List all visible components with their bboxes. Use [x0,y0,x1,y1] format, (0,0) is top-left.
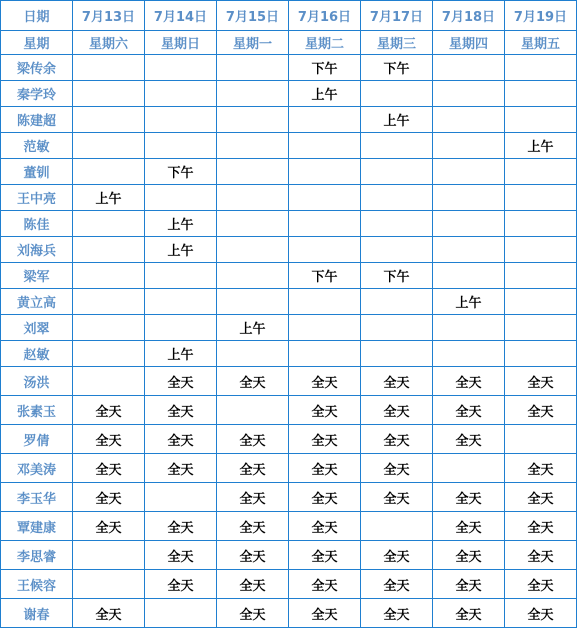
schedule-cell [433,341,505,367]
schedule-cell: 全天 [289,367,361,396]
schedule-cell: 全天 [289,454,361,483]
schedule-cell [289,289,361,315]
schedule-cell [505,237,577,263]
table-row [1,570,577,599]
schedule-cell: 全天 [433,483,505,512]
schedule-cell [73,133,145,159]
schedule-cell [73,55,145,81]
schedule-cell: 全天 [217,599,289,628]
schedule-cell [505,81,577,107]
schedule-cell [73,159,145,185]
schedule-cell [217,237,289,263]
schedule-cell [145,185,217,211]
schedule-cell: 上午 [145,211,217,237]
table-row [1,315,577,341]
schedule-cell: 全天 [361,483,433,512]
schedule-cell [505,315,577,341]
schedule-cell [73,211,145,237]
schedule-cell [505,185,577,211]
table-row [1,483,577,512]
schedule-cell: 全天 [217,512,289,541]
schedule-cell: 上午 [505,133,577,159]
schedule-cell: 下午 [361,263,433,289]
schedule-cell [145,81,217,107]
schedule-cell: 全天 [505,541,577,570]
table-row [1,55,577,81]
table-row [1,133,577,159]
schedule-cell: 全天 [433,367,505,396]
date-header-row [1,1,577,31]
date-header: 7月15日 [217,1,289,31]
table-row [1,341,577,367]
schedule-cell: 全天 [361,396,433,425]
schedule-cell: 上午 [217,315,289,341]
schedule-cell: 全天 [217,367,289,396]
schedule-cell [217,211,289,237]
schedule-cell: 全天 [433,599,505,628]
person-name: 刘翠 [1,315,73,341]
schedule-cell: 全天 [145,454,217,483]
person-name: 梁军 [1,263,73,289]
schedule-cell [73,263,145,289]
weekday-header: 星期一 [217,31,289,55]
person-name: 罗倩 [1,425,73,454]
table-row [1,159,577,185]
schedule-cell [217,289,289,315]
schedule-cell [433,81,505,107]
schedule-cell: 下午 [289,55,361,81]
schedule-cell [73,315,145,341]
person-name: 覃建康 [1,512,73,541]
schedule-cell: 全天 [289,425,361,454]
schedule-cell [361,341,433,367]
schedule-cell: 全天 [361,570,433,599]
person-name: 王中亮 [1,185,73,211]
schedule-cell [289,315,361,341]
schedule-cell: 全天 [73,454,145,483]
schedule-cell: 全天 [505,599,577,628]
schedule-cell [217,107,289,133]
schedule-cell [433,454,505,483]
schedule-cell: 上午 [145,237,217,263]
schedule-cell: 下午 [289,263,361,289]
schedule-cell [145,107,217,133]
schedule-cell [73,570,145,599]
schedule-cell [361,315,433,341]
schedule-cell [217,341,289,367]
schedule-cell: 全天 [145,396,217,425]
schedule-cell [217,396,289,425]
schedule-cell: 全天 [217,483,289,512]
schedule-cell [73,237,145,263]
schedule-cell: 全天 [361,599,433,628]
person-name: 梁传余 [1,55,73,81]
date-header: 7月13日 [73,1,145,31]
schedule-cell [361,185,433,211]
schedule-cell [433,107,505,133]
schedule-cell: 下午 [361,55,433,81]
schedule-cell: 上午 [289,81,361,107]
schedule-cell: 全天 [361,425,433,454]
schedule-cell: 全天 [145,367,217,396]
table-row [1,541,577,570]
table-row [1,211,577,237]
schedule-cell [505,107,577,133]
weekday-header-row [1,31,577,55]
schedule-cell [505,289,577,315]
schedule-cell [289,107,361,133]
schedule-cell [217,185,289,211]
table-row [1,599,577,628]
schedule-cell: 全天 [361,541,433,570]
schedule-cell [361,237,433,263]
date-header: 7月18日 [433,1,505,31]
schedule-cell [433,211,505,237]
schedule-cell [433,159,505,185]
weekday-header: 星期五 [505,31,577,55]
schedule-cell [433,237,505,263]
weekday-label: 星期 [1,31,73,55]
person-name: 邓美涛 [1,454,73,483]
schedule-cell [505,159,577,185]
schedule-cell [145,289,217,315]
schedule-cell: 全天 [289,541,361,570]
schedule-cell [145,483,217,512]
person-name: 刘海兵 [1,237,73,263]
schedule-cell: 全天 [361,367,433,396]
person-name: 陈佳 [1,211,73,237]
schedule-cell: 全天 [73,396,145,425]
date-header: 7月16日 [289,1,361,31]
schedule-cell [361,211,433,237]
person-name: 赵敏 [1,341,73,367]
schedule-cell [217,55,289,81]
table-row [1,81,577,107]
person-name: 李玉华 [1,483,73,512]
schedule-cell: 全天 [289,512,361,541]
table-row [1,396,577,425]
person-name: 张素玉 [1,396,73,425]
schedule-cell [73,341,145,367]
schedule-cell: 全天 [505,483,577,512]
schedule-cell [505,263,577,289]
schedule-cell [145,55,217,81]
person-name: 李思睿 [1,541,73,570]
schedule-cell [217,81,289,107]
schedule-cell [217,263,289,289]
schedule-cell: 全天 [433,570,505,599]
person-name: 陈建超 [1,107,73,133]
date-header: 7月19日 [505,1,577,31]
schedule-cell [433,185,505,211]
schedule-cell [361,512,433,541]
weekday-header: 星期三 [361,31,433,55]
schedule-cell: 全天 [505,454,577,483]
weekday-header: 星期日 [145,31,217,55]
schedule-cell [505,341,577,367]
schedule-cell: 全天 [73,483,145,512]
schedule-cell: 下午 [145,159,217,185]
schedule-cell [433,263,505,289]
schedule-cell [361,289,433,315]
schedule-cell [361,159,433,185]
weekday-header: 星期四 [433,31,505,55]
table-row [1,185,577,211]
schedule-cell: 全天 [217,541,289,570]
table-row [1,107,577,133]
schedule-cell: 全天 [145,570,217,599]
schedule-cell [505,425,577,454]
schedule-cell: 全天 [145,541,217,570]
schedule-cell: 全天 [217,425,289,454]
schedule-cell [145,599,217,628]
schedule-cell [145,263,217,289]
table-row [1,237,577,263]
schedule-cell: 全天 [505,367,577,396]
schedule-cell: 全天 [73,512,145,541]
schedule-cell: 全天 [433,512,505,541]
date-header: 7月14日 [145,1,217,31]
date-label: 日期 [1,1,73,31]
schedule-cell: 全天 [145,512,217,541]
schedule-cell: 全天 [289,483,361,512]
person-name: 范敏 [1,133,73,159]
schedule-cell: 全天 [361,454,433,483]
schedule-cell: 全天 [217,454,289,483]
schedule-cell [289,133,361,159]
person-name: 谢春 [1,599,73,628]
table-row [1,425,577,454]
schedule-cell [145,315,217,341]
schedule-cell [433,55,505,81]
schedule-cell: 全天 [289,599,361,628]
person-name: 黄立高 [1,289,73,315]
schedule-cell: 上午 [73,185,145,211]
schedule-cell: 全天 [505,512,577,541]
date-header: 7月17日 [361,1,433,31]
schedule-cell: 全天 [505,570,577,599]
schedule-cell: 上午 [433,289,505,315]
schedule-cell [289,341,361,367]
schedule-cell: 全天 [289,396,361,425]
schedule-cell: 全天 [217,570,289,599]
schedule-cell [217,133,289,159]
schedule-cell [289,211,361,237]
schedule-cell [433,133,505,159]
table-row [1,367,577,396]
table-row [1,454,577,483]
weekday-header: 星期六 [73,31,145,55]
schedule-cell: 上午 [145,341,217,367]
schedule-cell: 全天 [73,599,145,628]
schedule-cell [73,367,145,396]
table-row [1,512,577,541]
schedule-cell [73,541,145,570]
schedule-body [1,55,577,628]
schedule-cell: 全天 [145,425,217,454]
schedule-cell: 全天 [289,570,361,599]
weekday-header: 星期二 [289,31,361,55]
schedule-cell [505,211,577,237]
schedule-cell: 全天 [73,425,145,454]
table-row [1,263,577,289]
schedule-cell [289,185,361,211]
person-name: 秦学玲 [1,81,73,107]
schedule-cell [361,81,433,107]
schedule-cell [73,107,145,133]
schedule-cell [433,315,505,341]
schedule-cell [505,55,577,81]
schedule-cell: 全天 [433,396,505,425]
person-name: 汤洪 [1,367,73,396]
schedule-cell: 全天 [433,425,505,454]
schedule-cell [145,133,217,159]
schedule-cell [361,133,433,159]
person-name: 董钏 [1,159,73,185]
schedule-cell [73,289,145,315]
schedule-cell [289,237,361,263]
schedule-cell: 全天 [505,396,577,425]
schedule-cell [217,159,289,185]
table-row [1,289,577,315]
schedule-cell [73,81,145,107]
schedule-cell: 上午 [361,107,433,133]
schedule-cell: 全天 [433,541,505,570]
schedule-cell [289,159,361,185]
person-name: 王候容 [1,570,73,599]
